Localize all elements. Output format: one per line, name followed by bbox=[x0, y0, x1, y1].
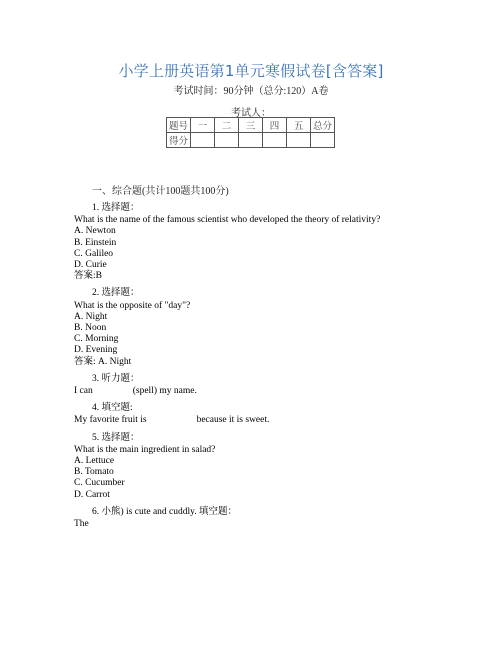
option: B. Tomato bbox=[74, 467, 114, 478]
question-number: 5. 选择题： bbox=[92, 432, 140, 443]
prompt-before: I can bbox=[74, 386, 93, 397]
question-prompt bbox=[74, 386, 474, 397]
score-cell: 总分 bbox=[311, 118, 335, 133]
question-number: 4. 填空题: bbox=[92, 403, 133, 414]
score-cell[interactable] bbox=[191, 133, 215, 148]
examiner-label: 考试人： bbox=[231, 108, 271, 119]
exam-subtitle: 考试时间：90分钟（总分:120）A卷 bbox=[173, 86, 329, 97]
option: C. Morning bbox=[74, 334, 119, 345]
answer: 答案: A. Night bbox=[74, 356, 132, 367]
score-cell[interactable] bbox=[287, 133, 311, 148]
question-number: 2. 选择题： bbox=[92, 288, 140, 299]
score-cell[interactable] bbox=[215, 133, 239, 148]
question-prompt bbox=[74, 415, 474, 426]
section-heading: 一、综合题(共计100题共100分) bbox=[92, 186, 229, 197]
prompt-after: (spell) my name. bbox=[132, 386, 197, 397]
score-cell: 二 bbox=[215, 118, 239, 133]
option: A. Night bbox=[74, 311, 108, 322]
score-cell: 题号 bbox=[167, 118, 191, 133]
question-prompt: What is the main ingredient in salad? bbox=[74, 444, 216, 455]
question-prompt: The bbox=[74, 519, 89, 530]
question-number: 1. 选择题： bbox=[92, 203, 140, 213]
prompt-after: because it is sweet. bbox=[196, 415, 270, 426]
question-number: 6. 小熊) is cute and cuddly. 填空题： bbox=[92, 506, 238, 517]
prompt-before: My favorite fruit is bbox=[74, 415, 147, 426]
score-table bbox=[166, 117, 335, 148]
score-table-score-row bbox=[167, 133, 335, 148]
option: B. Noon bbox=[74, 323, 107, 334]
score-cell: 三 bbox=[239, 118, 263, 133]
question-prompt: What is the name of the famous scientist who developed the theory of relativity? bbox=[74, 215, 381, 226]
option: B. Einstein bbox=[74, 237, 117, 248]
option: D. Curie bbox=[74, 260, 107, 271]
question-1 bbox=[74, 203, 474, 282]
exam-title: 小学上册英语第1单元寒假试卷[含答案] bbox=[118, 62, 384, 80]
question-4 bbox=[74, 403, 474, 426]
question-number: 3. 听力题： bbox=[92, 373, 140, 384]
question-3 bbox=[74, 374, 474, 397]
score-cell[interactable] bbox=[263, 133, 287, 148]
question-5 bbox=[74, 433, 474, 501]
question-list bbox=[74, 203, 474, 536]
score-cell: 五 bbox=[287, 118, 311, 133]
score-cell: 一 bbox=[191, 118, 215, 133]
option: A. Newton bbox=[74, 226, 116, 237]
option: C. Cucumber bbox=[74, 478, 125, 489]
score-table-header-row bbox=[167, 118, 335, 133]
option: A. Lettuce bbox=[74, 456, 115, 467]
question-6 bbox=[74, 507, 474, 530]
score-cell[interactable] bbox=[239, 133, 263, 148]
score-cell[interactable] bbox=[311, 133, 335, 148]
score-cell: 四 bbox=[263, 118, 287, 133]
option: D. Carrot bbox=[74, 489, 110, 500]
option: D. Evening bbox=[74, 345, 118, 356]
question-prompt: What is the opposite of "day"? bbox=[74, 300, 191, 311]
score-cell: 得分 bbox=[167, 133, 191, 148]
answer: 答案:B bbox=[74, 271, 102, 282]
option: C. Galileo bbox=[74, 248, 114, 259]
question-2 bbox=[74, 288, 474, 367]
